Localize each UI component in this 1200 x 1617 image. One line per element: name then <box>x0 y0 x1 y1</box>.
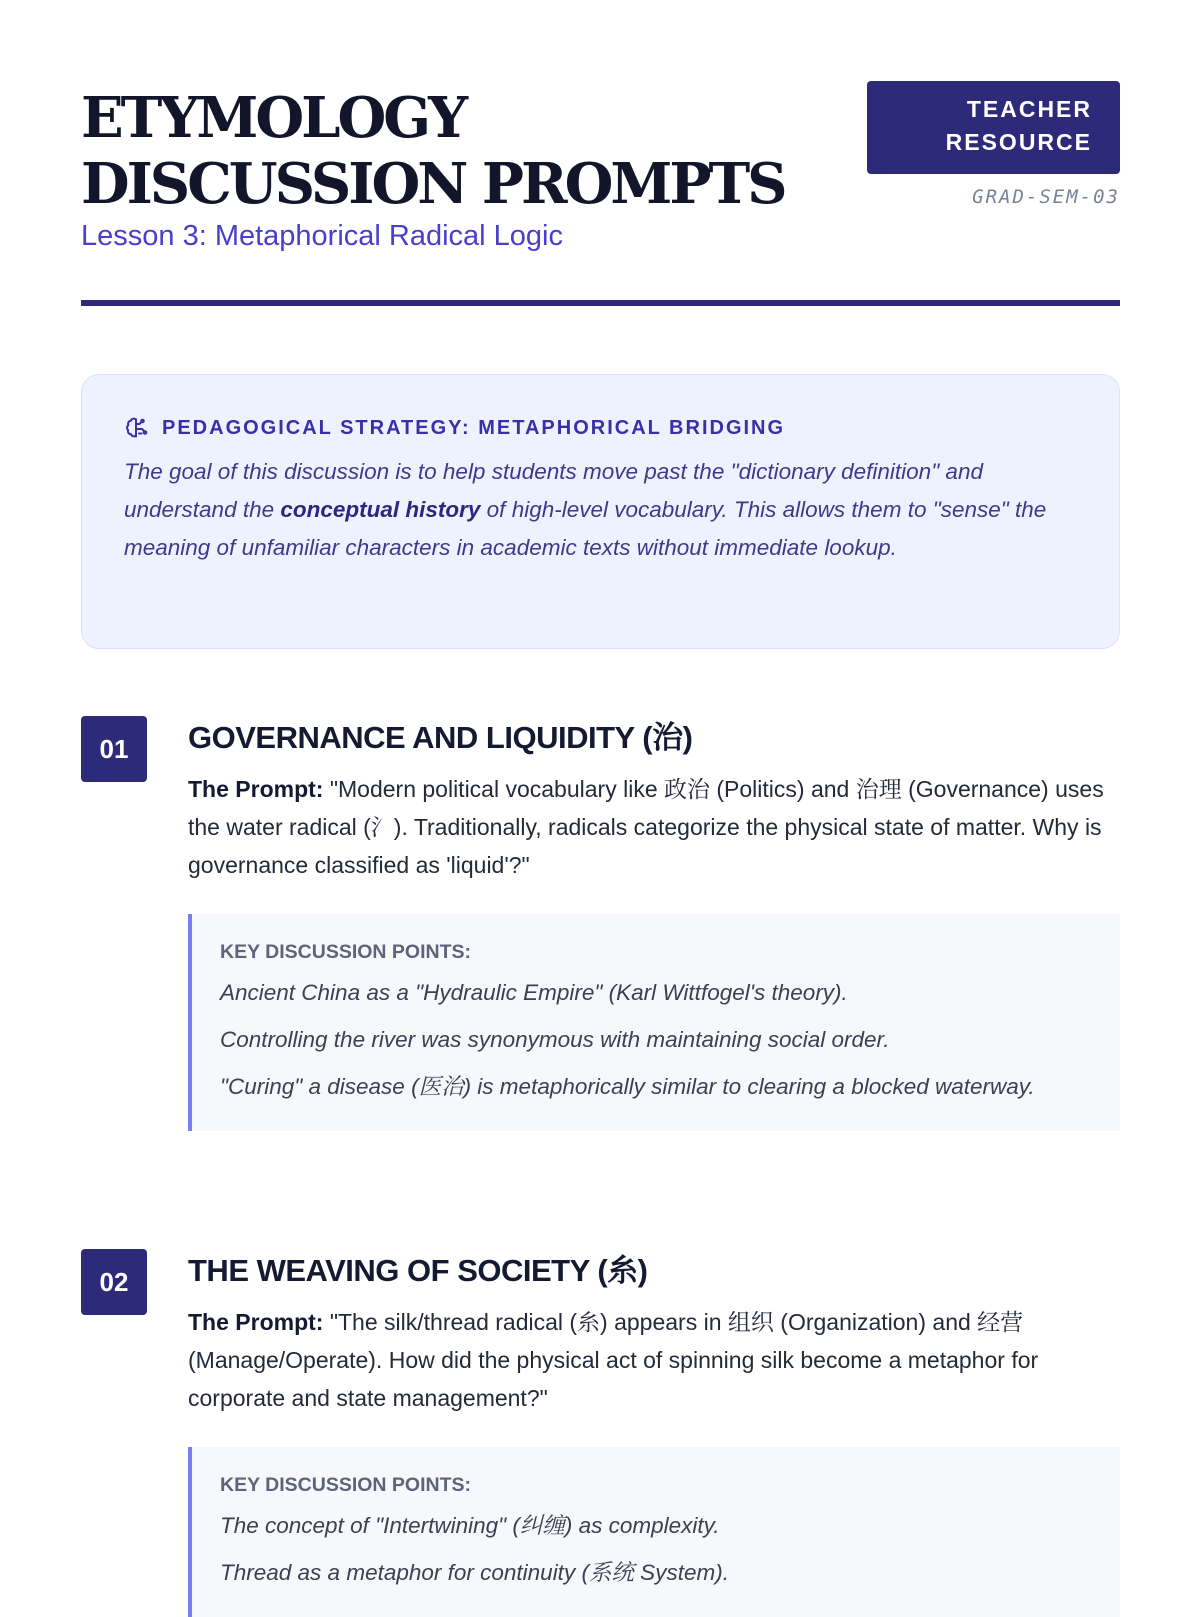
discussion-point: The concept of "Intertwining" (纠缠) as complexity. <box>220 1513 720 1538</box>
discussion-point: "Curing" a disease (医治) is metaphorically similar to clearing a blocked waterway. <box>220 1074 1035 1099</box>
discussion-point: Controlling the river was synonymous with maintaining social order. <box>220 1027 890 1052</box>
prompt-label: The Prompt: <box>188 776 324 802</box>
section-body <box>188 1249 1120 1617</box>
discussion-point: Ancient China as a "Hydraulic Empire" (Karl Wittfogel's theory). <box>220 980 848 1005</box>
strategy-text-end: of high-level vocabulary. This allows them to "sense" the meaning of unfamiliar characters in academic texts without immediate lookup. <box>124 497 1047 560</box>
strategy-emphasis: conceptual history <box>280 497 481 522</box>
discussion-point: Thread as a metaphor for continuity (系统 System). <box>220 1560 729 1585</box>
strategy-description <box>124 453 1077 567</box>
prompt-body: "The silk/thread radical (糸) appears in 组织 (Organization) and 经营 (Manage/Operate). How did the physical act of spinning silk become a metaphor for corporate and state management?" <box>188 1309 1039 1411</box>
prompt-label: The Prompt: <box>188 1309 324 1335</box>
section-number-badge: 01 <box>81 716 147 782</box>
key-discussion-points <box>188 1447 1120 1617</box>
strategy-callout <box>81 374 1120 649</box>
badge-label: TEACHER RESOURCE <box>945 96 1092 155</box>
header <box>81 0 1120 306</box>
prompt-text <box>188 1303 1120 1417</box>
strategy-header <box>124 413 1077 443</box>
points-label: KEY DISCUSSION POINTS: <box>220 941 472 963</box>
section-number-badge: 02 <box>81 1249 147 1315</box>
header-divider <box>81 300 1120 306</box>
key-discussion-points <box>188 914 1120 1131</box>
course-code: GRAD-SEM-03 <box>972 186 1120 208</box>
section-title: GOVERNANCE AND LIQUIDITY (治) <box>188 720 693 755</box>
teacher-resource-badge <box>867 81 1120 174</box>
lesson-subtitle: Lesson 3: Metaphorical Radical Logic <box>81 220 563 252</box>
page <box>81 0 1120 1585</box>
section-title: THE WEAVING OF SOCIETY (糸) <box>188 1253 648 1288</box>
page-title: ETYMOLOGY DISCUSSION PROMPTS <box>81 85 785 217</box>
prompt-body: "Modern political vocabulary like 政治 (Politics) and 治理 (Governance) uses the water radical (氵). Traditionally, radicals categorize the physical state of matter. Why is governance classified as 'liquid'?" <box>188 776 1104 878</box>
brain-icon <box>124 415 150 441</box>
section-body <box>188 716 1120 1131</box>
prompt-text <box>188 770 1120 884</box>
strategy-title: PEDAGOGICAL STRATEGY: METAPHORICAL BRIDGING <box>162 416 786 439</box>
points-label: KEY DISCUSSION POINTS: <box>220 1474 472 1496</box>
strategy-text-start: The goal of this discussion is to help students move past the "dictionary definition" and understand the <box>124 459 983 522</box>
